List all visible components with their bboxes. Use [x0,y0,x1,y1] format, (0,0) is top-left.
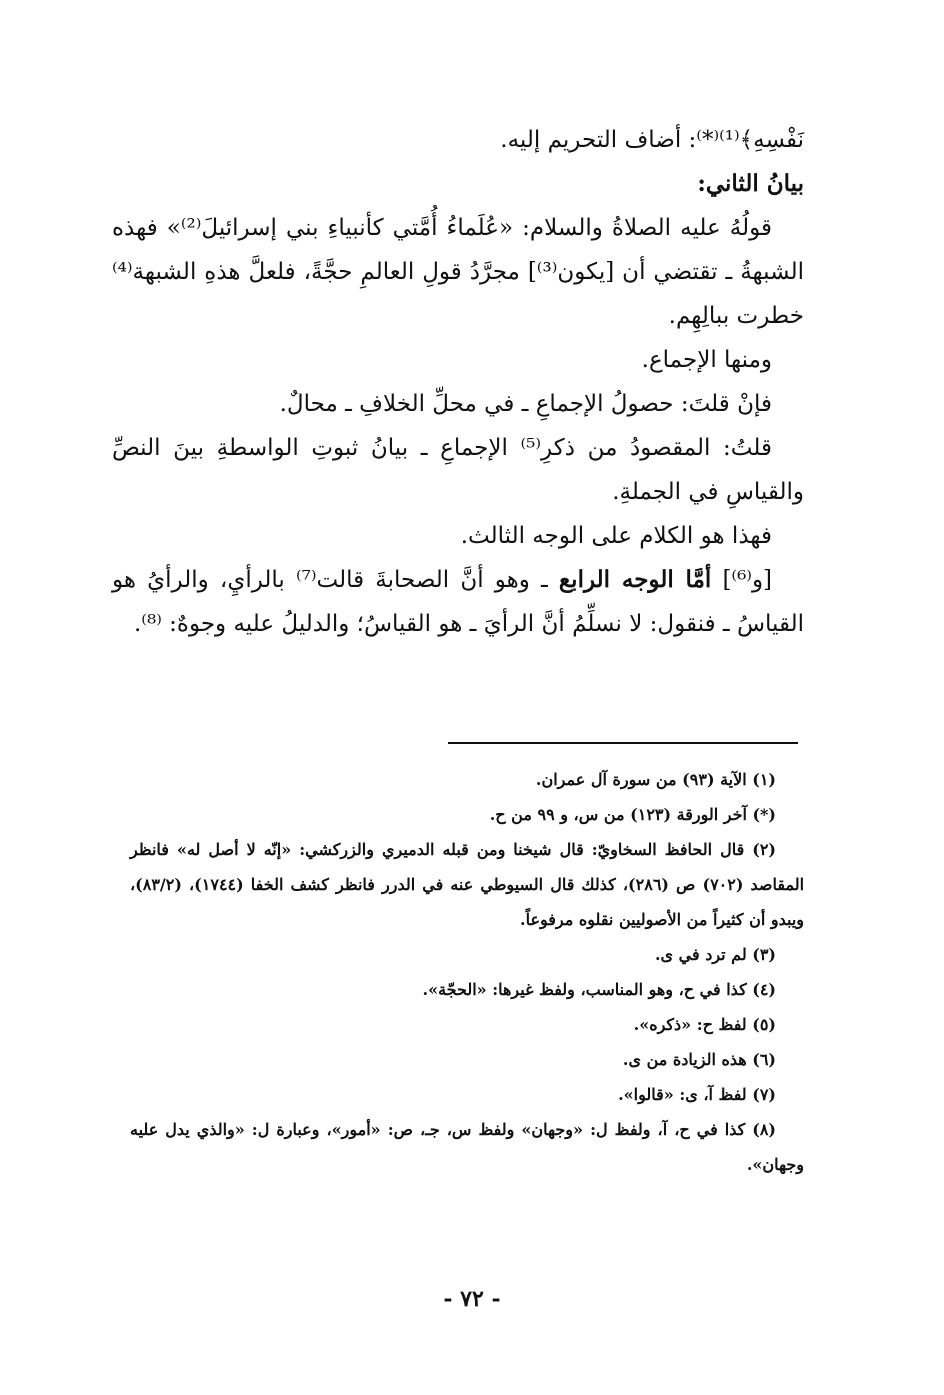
text-line-objection: فإنْ قلتَ: حصولُ الإجماعِ ـ في محلِّ الخلافِ ـ محالٌ. [279,391,772,417]
text-line-verse-end: نَفْسِهِ﴾⁽¹⁾⁽*⁾: أضاف التحريم إليه. [500,127,804,153]
footnote-7: (٧) لفظ آ، ى: «قالوا». [618,1085,776,1104]
section-heading-second: بيانُ الثاني: [697,170,804,197]
footnote-5: (٥) لفظ ح: «ذكره». [633,1015,776,1034]
text-line-third-aspect: فهذا هو الكلام على الوجه الثالث. [460,523,772,549]
footnotes [130,762,804,1182]
footnote-1: (١) الآية (٩٣) من سورة آل عمران. [535,770,776,789]
footnote-8: (٨) كذا في ح، آ، ولفظ ل: «وجهان» ولفظ س، جـ، ص: «أمور»، وعبارة ل: «والذي يدل عليه وجهان». [130,1120,804,1174]
fourth-aspect-heading: أمَّا الوجه الرابع [558,566,712,593]
footnote-3: (٣) لم ترد في ى. [654,945,776,964]
page-number: - ٧٢ - [443,1286,501,1312]
bracket-addition: [و⁽⁶⁾] [722,567,773,593]
footnote-6: (٦) هذه الزيادة من ى. [622,1050,776,1069]
paragraph-fourth-aspect [112,558,804,646]
paragraph-answer: قلتُ: المقصودُ من ذكرِ⁽⁵⁾ الإجماعِ ـ بيانُ ثبوتِ الواسطةِ بينَ النصِّ والقياسِ في الجملةِ. [112,435,804,505]
main-text [112,118,804,646]
footnote-2: (٢) قال الحافظ السخاويّ: قال شيخنا ومن قبله الدميري والزركشي: «إنّه لا أصل له» فانظر المقاصد (٧٠٢) ص (٢٨٦)، كذلك قال السيوطي عنه في الدرر فانظر كشف الخفا (١٧٤٤)، (٨٣/٢)، ويبدو أن كثيراً من الأصوليين نقلوه مرفوعاً. [130,840,805,929]
text-line-ijma: ومنها الإجماع. [641,347,772,373]
footnote-separator [448,742,798,744]
footnote-4: (٤) كذا في ح، وهو المناسب، ولفظ غيرها: «الحجّة». [422,980,776,999]
fourth-aspect-text: ـ وهو أنَّ الصحابةَ قالت⁽⁷⁾ بالرأيِ، والرأيُ هو القياسُ ـ فنقول: لا نسلِّمُ أنَّ الرأيَ ـ هو القياسُ؛ والدليلُ عليه وجوهٌ: ⁽⁸⁾. [112,567,804,637]
paragraph-hadith: قولُهُ عليه الصلاةُ والسلام: «عُلَماءُ أُمَّتي كأنبياءِ بني إسرائيلَ⁽²⁾» فهذه الشبهةُ ـ تقتضي أن [يكون⁽³⁾] مجرَّدُ قولِ العالمِ حجَّةً، فلعلَّ هذهِ الشبهة⁽⁴⁾ خطرت ببالِهِم. [112,215,804,329]
footnote-star: (*) آخر الورقة (١٢٣) من س، و ٩٩ من ح. [489,805,776,824]
